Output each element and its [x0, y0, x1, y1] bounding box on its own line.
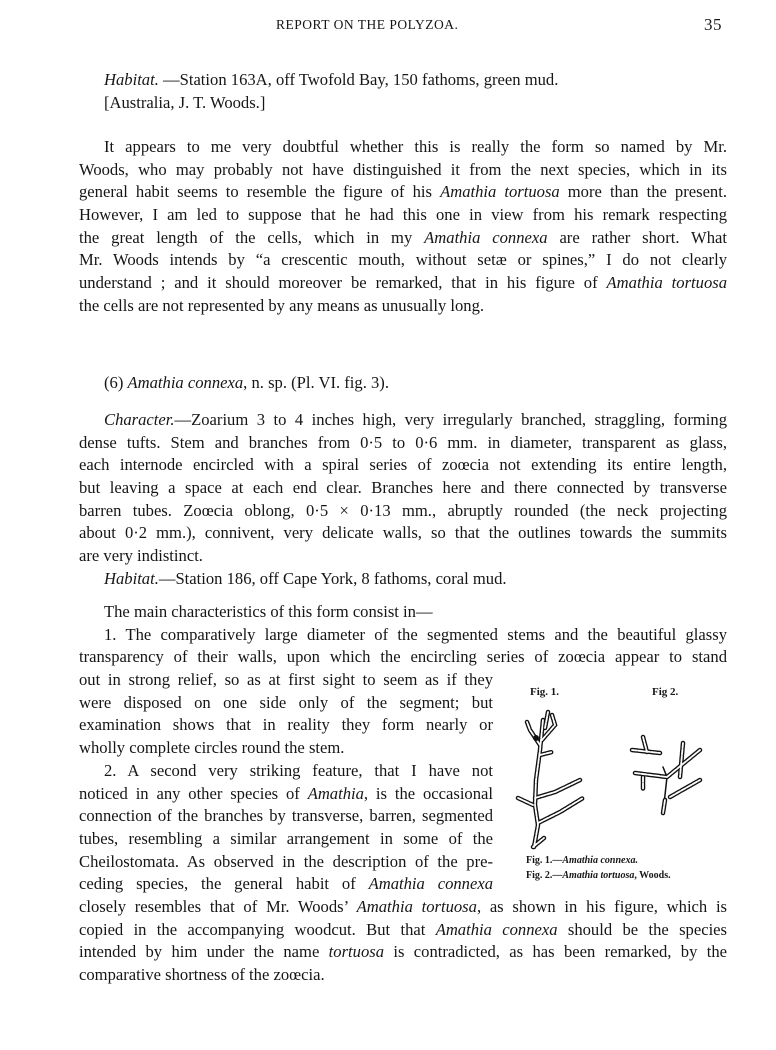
text: , n. sp. (Pl. VI. fig. 3).: [243, 373, 389, 392]
text: copied in the accompanying woodcut. But that: [79, 919, 436, 939]
text: Woods, who may probably not have distinguished it from the next species, which in its: [79, 159, 727, 179]
text: The main characteristics of this form consist in—: [104, 602, 433, 621]
text-line: [79, 601, 727, 624]
text-line: [79, 500, 727, 523]
text-line: [79, 568, 727, 591]
fig2-label: Fig 2.: [652, 686, 679, 698]
caption-2-prefix: Fig. 2.—: [526, 870, 563, 881]
text-line: [79, 646, 727, 669]
text: general habit seems to resemble the figure of his: [79, 182, 441, 202]
text: connection of the branches by transverse, barren, segmented: [79, 806, 493, 826]
caption-1-species: Amathia connexa.: [562, 855, 638, 866]
text-line: [79, 477, 727, 500]
italic-text: Character.: [104, 410, 175, 429]
text: about 0·2 mm.), connivent, very delicate walls, so that the outlines towards the summits: [79, 523, 727, 543]
text-line: [79, 805, 493, 828]
text: closely resembles that of Mr. Woods’: [79, 896, 357, 916]
text-line: [79, 204, 727, 227]
italic-text: Amathia connexa: [368, 874, 493, 894]
text-line: [79, 295, 727, 318]
caption-2-author: , Woods.: [634, 870, 671, 881]
text-line: [79, 783, 493, 806]
text: are very indistinct.: [79, 546, 203, 566]
italic-text: Amathia tortuosa: [606, 273, 727, 293]
italic-text: Habitat.: [104, 568, 159, 588]
text-line: [79, 227, 727, 250]
text-line: [79, 372, 727, 395]
text: noticed in any other species of: [79, 783, 308, 803]
text: —Station 186, off Cape York, 8 fathoms, coral mud.: [158, 568, 507, 588]
text-line: [79, 851, 493, 874]
text: 2. A second very striking feature, that I have not: [104, 760, 493, 780]
italic-text: tortuosa: [328, 942, 384, 962]
text: —Station 163A, off Twofold Bay, 150 fathoms, green mud.: [158, 70, 559, 89]
text-line: [79, 181, 727, 204]
text-line: [79, 432, 727, 455]
text: ceding species, the general habit of: [79, 874, 369, 894]
text-line: [79, 409, 727, 432]
text-line: [79, 249, 727, 272]
italic-text: Amathia connexa: [127, 373, 244, 392]
text-line: [79, 69, 727, 92]
text-line: [79, 522, 727, 545]
text: However, I am led to suppose that he had this one in view from his remark respecting: [79, 205, 727, 225]
character-paragraph: [79, 409, 727, 591]
italic-text: Amathia connexa: [424, 227, 548, 247]
text: 1. The comparatively large diameter of the segmented stems and the beautiful glassy: [104, 624, 727, 644]
text-line: [79, 828, 493, 851]
text: each internode encircled with a spiral series of zoœcia not extending its entire length,: [79, 455, 727, 475]
caption-2-species: Amathia tortuosa: [562, 870, 635, 881]
running-title: REPORT ON THE POLYZOA.: [276, 17, 459, 32]
fig2-amathia-tortuosa-drawing: [632, 737, 700, 813]
figure-caption-1: [526, 855, 638, 866]
caption-1-prefix: Fig. 1.—: [526, 855, 563, 866]
text: but leaving a space at each end clear. Branches here and there connected by transverse: [79, 478, 727, 498]
text: should be the species: [557, 919, 727, 939]
text-line: [79, 159, 727, 182]
text: —Zoarium 3 to 4 inches high, very irregularly branched, straggling, forming: [174, 410, 727, 429]
text-line: [79, 545, 727, 568]
italic-text: Habitat.: [104, 70, 159, 89]
text-line: [79, 669, 493, 692]
text-line: [79, 624, 727, 647]
text: is contradicted, as has been remarked, by the: [384, 942, 727, 962]
paragraph-1: [79, 136, 727, 318]
text-line: [79, 92, 727, 115]
text: more than the present.: [559, 182, 727, 202]
text-line: [79, 896, 727, 919]
text: It appears to me very doubtful whether this is really the form so named by Mr.: [104, 137, 727, 156]
italic-text: Amathia: [307, 783, 364, 803]
text-line: [79, 873, 493, 896]
text-line: [79, 136, 727, 159]
text-line: [79, 964, 727, 987]
text: understand ; and it should moreover be remarked, that in his figure of: [79, 273, 607, 293]
text: (6): [104, 373, 128, 392]
text: are rather short. What: [547, 227, 727, 247]
italic-text: Amathia connexa: [435, 919, 558, 939]
text: [Australia, J. T. Woods.]: [104, 92, 266, 112]
text-line: [79, 692, 493, 715]
text-line: [79, 919, 727, 942]
text-line: [79, 941, 727, 964]
text: dense tufts. Stem and branches from 0·5 to 0·6 mm. in diameter, transparent as glass,: [79, 432, 727, 452]
text-line: [79, 714, 493, 737]
text: out in strong relief, so as at first sight to seem as if they: [79, 670, 493, 690]
text: Mr. Woods intends by “a crescentic mouth, without setæ or spines,” I do not clearly: [79, 250, 727, 270]
text: tubes, resembling a similar arrangement in some of the: [79, 828, 493, 848]
text: comparative shortness of the zoœcia.: [79, 965, 325, 984]
fig1-label: Fig. 1.: [530, 686, 560, 698]
species-heading: [79, 372, 727, 395]
text-line: [79, 737, 493, 760]
page-number: 35: [704, 15, 722, 34]
text-line: [79, 272, 727, 295]
text-line: [79, 454, 727, 477]
text-line: [79, 760, 493, 783]
fig1-amathia-connexa-drawing: [518, 712, 583, 847]
text: were disposed on one side only of the segment; but: [79, 692, 493, 712]
text: the cells are not represented by any means as unusually long.: [79, 295, 485, 315]
text: examination shows that in reality they form nearly or: [79, 715, 493, 735]
text: transparency of their walls, upon which the encircling series of zoœcia appear to stand: [79, 647, 727, 667]
text: , is the occasional: [363, 783, 493, 803]
text: barren tubes. Zoœcia oblong, 0·5 × 0·13 mm., abruptly rounded (the neck projecting: [79, 500, 727, 520]
text: the great length of the cells, which in my: [79, 227, 425, 247]
woodcut-figure: [500, 670, 740, 885]
italic-text: Amathia tortuosa: [440, 182, 560, 202]
text: , as shown in his figure, which is: [476, 896, 727, 916]
figure-caption-2: [526, 870, 671, 881]
text: wholly complete circles round the stem.: [79, 738, 345, 758]
italic-text: Amathia tortuosa: [356, 896, 477, 916]
text: Cheilostomata. As observed in the description of the pre-: [79, 851, 493, 871]
text: intended by him under the name: [79, 942, 329, 962]
habitat-block-1: [79, 69, 727, 114]
